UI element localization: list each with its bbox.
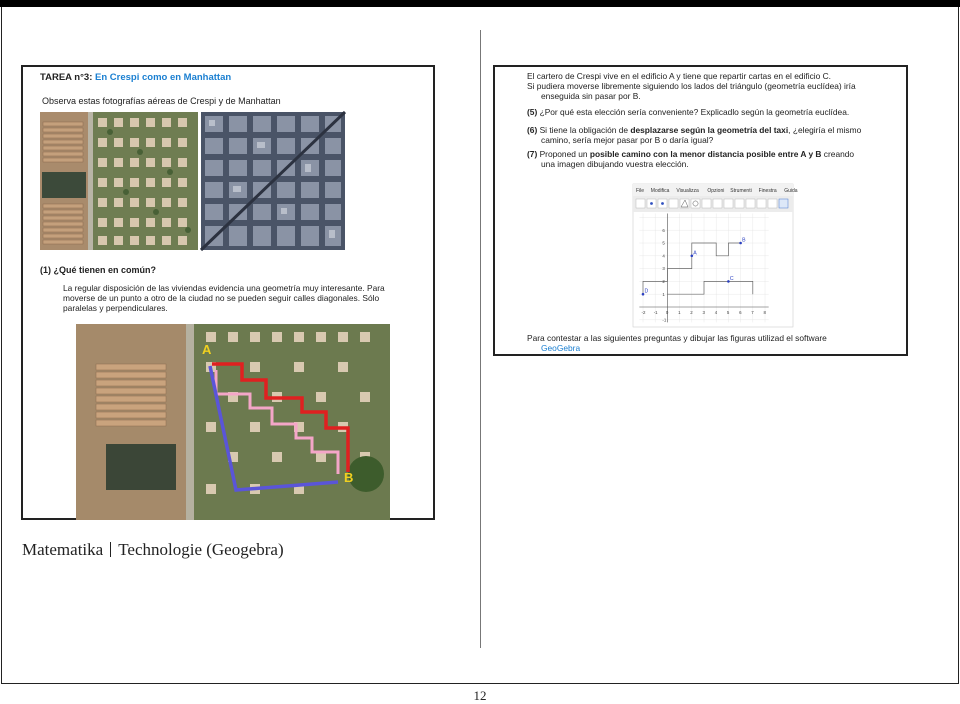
- question-1-text: La regular disposición de las viviendas evidencia una geometría muy interesante. Para moverse de un punto a otro de la ciudad no se pueden seguir calles diagonales. Sólo paralelas y perpendiculares.: [63, 283, 385, 313]
- intro-line-1: El cartero de Crespi vive en el edificio A y tiene que repartir cartas en el edificio C.: [527, 71, 831, 81]
- y-tick-label: 2: [662, 279, 665, 284]
- y-tick-label: 1: [662, 291, 665, 297]
- task-title-prefix: TAREA n°3:: [40, 72, 95, 83]
- intro-line-2: Si pudiera moverse libremente siguiendo los lados del triángulo (geometría euclídea) iría: [527, 81, 856, 91]
- point-label-c: C: [729, 275, 734, 282]
- task-title-highlight: En Crespi como en Manhattan: [95, 72, 232, 83]
- question-6-line-2: camino, sería mejor pasar por B o daría igual?: [541, 135, 714, 145]
- page-number: 12: [473, 688, 487, 703]
- y-tick-label: -1: [662, 317, 667, 323]
- top-bar: [0, 0, 960, 7]
- point-label-a: A: [693, 250, 697, 257]
- task-subtitle: Observa estas fotografías aéreas de Crespi y de Manhattan: [42, 96, 281, 106]
- question-6-number: (6): [527, 125, 538, 135]
- geogebra-instructions: [527, 333, 897, 353]
- question-6-text-b: , ¿elegiría el mismo: [788, 125, 862, 135]
- x-tick-label: 5: [726, 310, 730, 315]
- question-7-number: (7): [527, 149, 538, 159]
- x-tick-label: 2: [690, 310, 693, 315]
- question-7-text-b: creando: [821, 149, 855, 159]
- question-6-bold: desplazarse según la geometría del taxi: [630, 125, 789, 135]
- caption-topic: Technologie (Geogebra): [118, 540, 284, 559]
- x-tick-label: 1: [678, 310, 681, 315]
- route-label-a: A: [202, 342, 212, 357]
- x-tick-label: 6: [739, 310, 742, 315]
- geogebra-menu-item[interactable]: Finestra: [758, 188, 777, 194]
- point-label-d: D: [644, 288, 649, 295]
- geogebra-menu-item[interactable]: Visualizza: [676, 188, 699, 194]
- question-7-text-a: Proponed un: [537, 149, 590, 159]
- problem-intro: [527, 71, 897, 101]
- x-tick-label: -2: [641, 310, 646, 315]
- caption-subject: Matematika: [22, 540, 104, 559]
- intro-line-3: enseguida sin pasar por B.: [541, 91, 641, 101]
- geogebra-menu-item[interactable]: Modifica: [650, 188, 670, 194]
- geogebra-menu-item[interactable]: Guida: [784, 188, 798, 194]
- x-tick-label: 8: [763, 310, 766, 315]
- y-tick-label: 4: [662, 253, 665, 259]
- geogebra-menu-item[interactable]: Strumenti: [730, 188, 752, 194]
- y-tick-label: 6: [662, 227, 665, 233]
- task-title: [40, 72, 231, 83]
- question-7-bold: posible camino con la menor distancia posible entre A y B: [589, 149, 822, 159]
- page-divider: [480, 30, 481, 648]
- y-tick-label: 5: [662, 240, 665, 246]
- x-tick-label: 4: [714, 310, 718, 315]
- caption-separator: [110, 542, 111, 557]
- route-label-b: B: [344, 470, 354, 485]
- worksheet-screenshot-right: [493, 65, 908, 356]
- question-7-line-2: una imagen dibujando vuestra elección.: [541, 159, 689, 169]
- question-5-number: (5): [527, 107, 538, 117]
- question-5-text: ¿Por qué esta elección sería conveniente? Explicadlo según la geometría euclídea.: [537, 107, 850, 117]
- worksheet-screenshot-left: [21, 65, 435, 520]
- instructions-text: Para contestar a las siguientes preguntas y dibujar las figuras utilizad el software: [527, 333, 827, 343]
- crespi-aerial-photo: [40, 112, 198, 250]
- manhattan-aerial-photo: [201, 112, 345, 250]
- geogebra-window: [633, 184, 798, 327]
- question-6: [527, 125, 899, 145]
- geogebra-menu-item[interactable]: File: [636, 188, 645, 194]
- geogebra-menu-item[interactable]: Opzioni: [707, 188, 725, 194]
- x-tick-label: 3: [702, 310, 705, 315]
- slide-caption: [22, 540, 284, 560]
- geogebra-link[interactable]: GeoGebra: [541, 343, 581, 353]
- question-5: [527, 107, 899, 117]
- question-7: [527, 149, 899, 169]
- question-1-title: (1) ¿Qué tienen en común?: [40, 265, 157, 275]
- x-tick-label: -1: [653, 310, 658, 315]
- x-tick-label: 0: [665, 310, 669, 315]
- y-tick-label: 3: [662, 266, 665, 272]
- crespi-route-photo: [76, 324, 390, 520]
- question-6-text-a: Si tiene la obligación de: [537, 125, 631, 135]
- x-tick-label: 7: [751, 310, 754, 315]
- point-label-b: B: [742, 237, 746, 244]
